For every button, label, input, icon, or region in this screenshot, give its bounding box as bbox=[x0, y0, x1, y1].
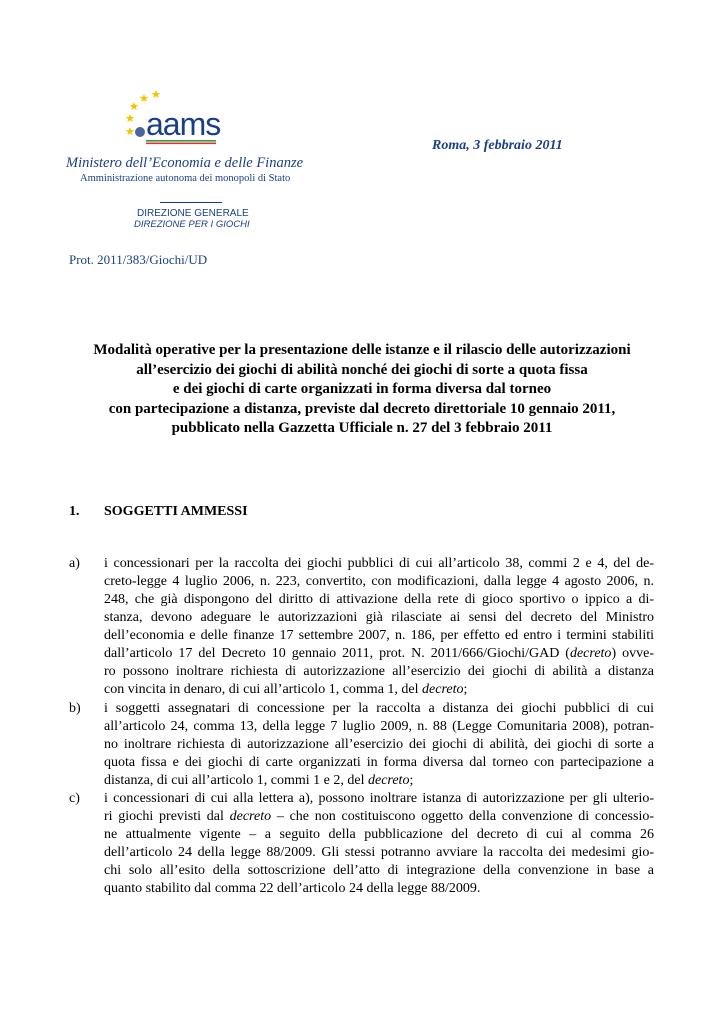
item-line: dell’economia e delle finanze 17 settembre 2007, n. 186, per effetto ed entro i termini stabiliti bbox=[104, 628, 654, 643]
item-line: ro possono inoltrare richiesta di autorizzazione all’esercizio dei giochi di abilità a distanza bbox=[104, 664, 654, 679]
administration-name: Amministrazione autonoma dei monopoli di Stato bbox=[80, 173, 291, 184]
item-body bbox=[104, 555, 654, 699]
item-line: ne attualmente vigente – a seguito della pubblicazione del decreto di cui al comma 26 bbox=[104, 827, 654, 842]
direction-name: DIREZIONE GENERALE bbox=[137, 208, 249, 219]
item-line: i concessionari per la raccolta dei giochi pubblici di cui all’articolo 38, commi 2 e 4, del de- bbox=[104, 556, 654, 571]
document-title bbox=[62, 341, 662, 439]
item-line: 248, che già dispongono del diritto di attivazione della rete di gioco sportivo o ippico a di- bbox=[104, 592, 654, 607]
protocol-number: Prot. 2011/383/Giochi/UD bbox=[69, 252, 208, 267]
item-line: dell’articolo 24 della legge 88/2009. Gli stessi potranno avviare la raccolta dei medesimi gio- bbox=[104, 845, 654, 860]
item-line: creto-legge 4 luglio 2006, n. 223, convertito, con modificazioni, dalla legge 4 agosto 2006, n. bbox=[104, 574, 654, 589]
item-line: all’articolo 24, comma 13, della legge 7 luglio 2009, n. 88 (Legge Comunitaria 2008), potran- bbox=[104, 719, 654, 734]
ministry-name: Ministero dell’Economia e delle Finanze bbox=[66, 155, 304, 171]
item-line: con vincita in denaro, di cui all’articolo 1, comma 1, del decreto; bbox=[104, 682, 468, 697]
title-line: e dei giochi di carte organizzati in forma diversa dal torneo bbox=[172, 381, 552, 397]
logo-text: aams bbox=[146, 106, 221, 142]
item-line: i soggetti assegnatari di concessione per la raccolta a distanza dei giochi pubblici di cui bbox=[104, 701, 654, 716]
title-line: all’esercizio dei giochi di abilità nonché dei giochi di sorte a quota fissa bbox=[136, 361, 588, 378]
item-label: b) bbox=[69, 701, 81, 716]
item-body bbox=[104, 700, 654, 790]
item-label: c) bbox=[69, 791, 80, 806]
title-line: pubblicato nella Gazzetta Ufficiale n. 27 del 3 febbraio 2011 bbox=[171, 420, 553, 436]
item-body bbox=[104, 790, 654, 898]
place-date: Roma, 3 febbraio 2011 bbox=[432, 138, 563, 153]
item-line: chi solo all’esito della sottoscrizione dell’atto di integrazione della convenzione in base a bbox=[104, 863, 654, 878]
item-line: distanza, di cui all’articolo 1, commi 1 e 2, del decreto; bbox=[104, 773, 414, 788]
division-name: DIREZIONE PER I GIOCHI bbox=[134, 219, 250, 230]
item-line: i concessionari di cui alla lettera a), possono inoltrare istanza di autorizzazione per gli ulterio- bbox=[104, 791, 654, 806]
item-line: no inoltrare richiesta di autorizzazione all’esercizio dei giochi di abilità, dei giochi di sorte a bbox=[104, 737, 654, 752]
item-line: stanza, devono adeguare le autorizzazioni già rilasciate ai sensi del decreto del Ministro bbox=[104, 610, 654, 625]
title-line: Modalità operative per la presentazione delle istanze e il rilascio delle autorizzazioni bbox=[93, 342, 631, 358]
item-line: ri giochi previsti dal decreto – che non costituiscono oggetto della convenzione di concessio- bbox=[104, 809, 655, 824]
aams-logo bbox=[122, 90, 220, 150]
title-line: con partecipazione a distanza, previste dal decreto direttoriale 10 gennaio 2011, bbox=[108, 400, 616, 417]
section-number: 1. bbox=[69, 504, 80, 519]
item-line: quanto stabilito dal comma 22 dell’articolo 24 della legge 88/2009. bbox=[104, 881, 481, 896]
section-title: SOGGETTI AMMESSI bbox=[104, 504, 248, 519]
item-line: quota fissa e dei giochi di carte organizzati in forma diversa dal torneo con partecipazione a bbox=[104, 755, 654, 770]
item-line: dall’articolo 17 del Decreto 10 gennaio 2011, prot. N. 2011/666/Giochi/GAD (decreto) ovve- bbox=[104, 646, 654, 661]
header-divider bbox=[160, 202, 222, 203]
item-label: a) bbox=[69, 556, 80, 571]
